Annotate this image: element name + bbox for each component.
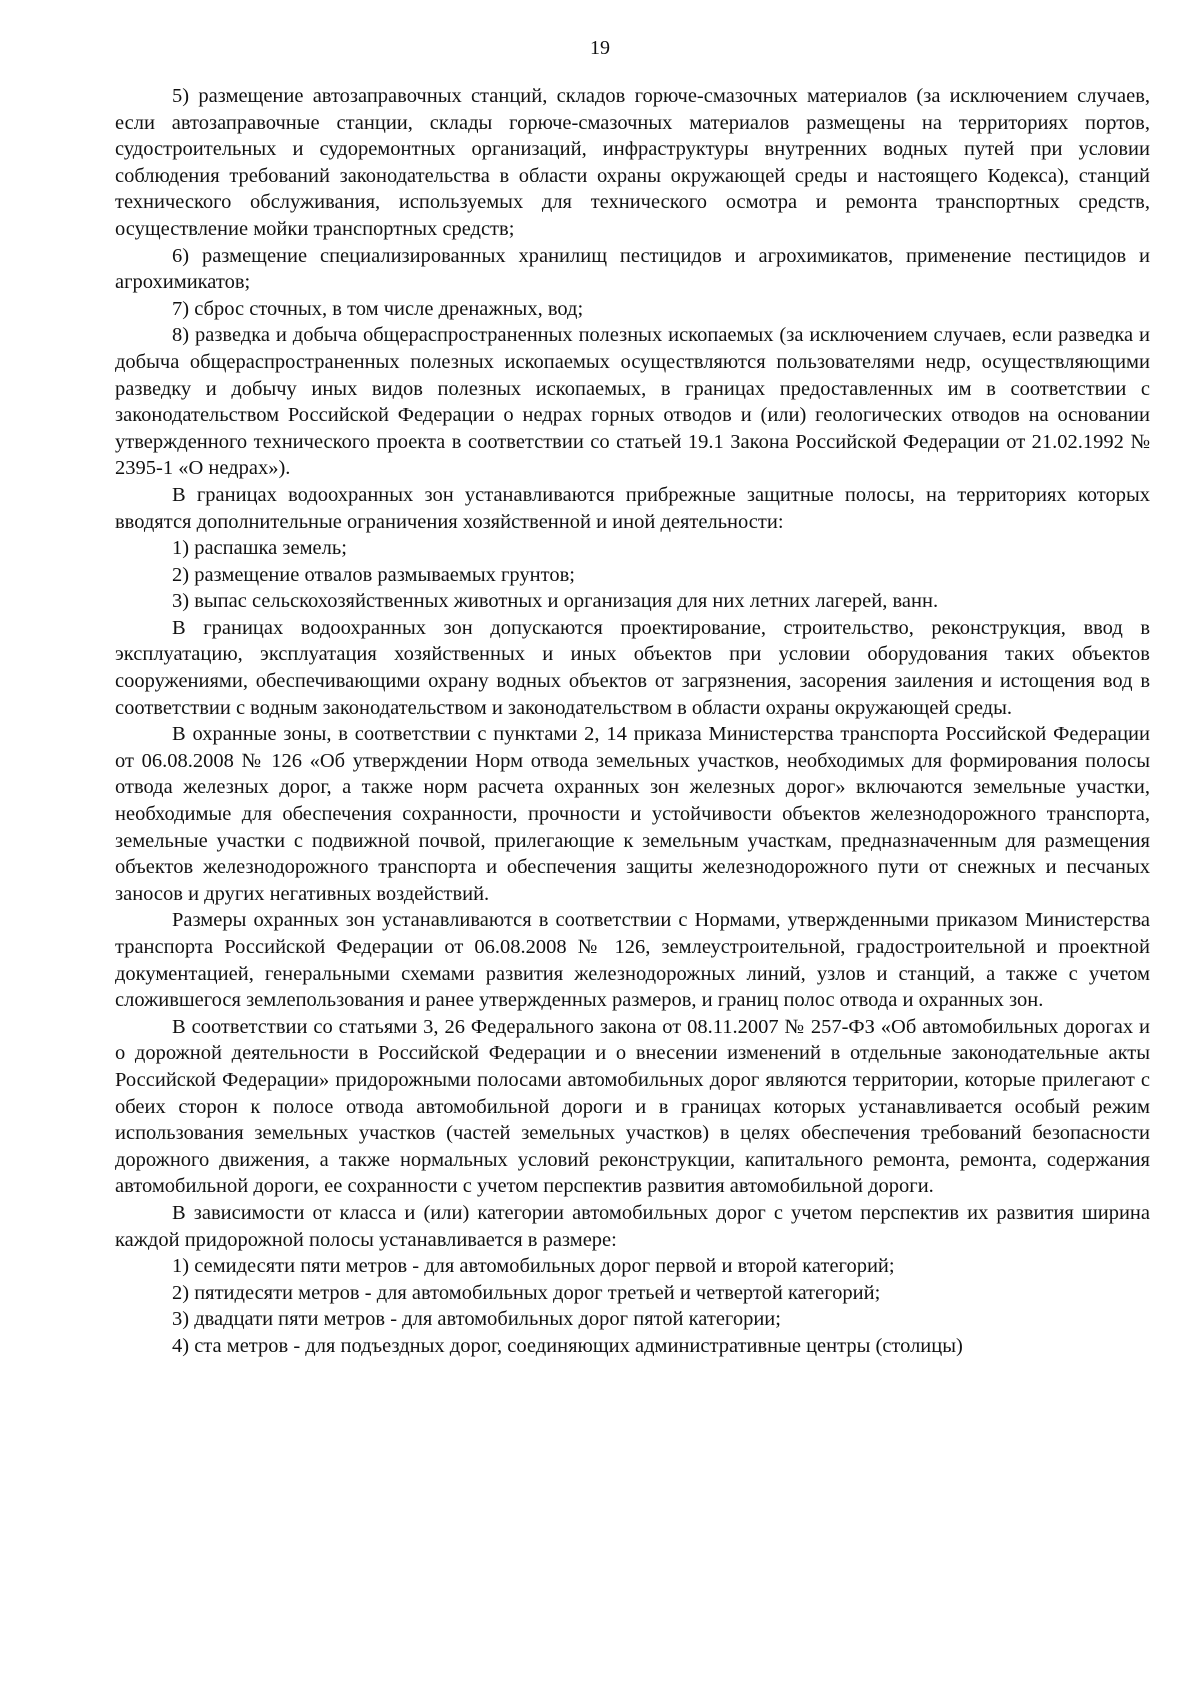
paragraph-strip-width: В зависимости от класса и (или) категории автомобильных дорог с учетом перспектив их развития ширина каждой придорожной полосы устанавливается в размере: [115,1201,1150,1251]
paragraph-item-3-grazing: 3) выпас сельскохозяйственных животных и организация для них летних лагерей, ванн. [172,590,939,613]
paragraph-item-6-pesticides: 6) размещение специализированных хранилищ пестицидов и агрохимикатов, применение пестицидов и агрохимикатов; [115,244,1150,294]
paragraph-width-item-4: 4) ста метров - для подъездных дорог, соединяющих административные центры (столицы) [172,1334,963,1357]
paragraph-item-5-fuel-stations: 5) размещение автозаправочных станций, складов горюче-смазочных материалов (за исключением случаев, если автозаправочные станции, склады горюче-смазочных материалов размещены на территориях портов, судостроительных и судоремонтных организаций, инфраструктуры внутренних водных путей при условии соблюдения требований законодательства в области охраны окружающей среды и настоящего Кодекса), станций технического обслуживания, используемых для технического осмотра и ремонта транспортных средств, осуществление мойки транспортных средств; [115,85,1150,240]
paragraph-allowed-construction: В границах водоохранных зон допускаются проектирование, строительство, реконструкция, ввод в эксплуатацию, эксплуатация хозяйственных и иных объектов при условии оборудования таких объектов сооружениями, обеспечивающими охрану водных объектов от загрязнения, засорения заиления и истощения вод в соответствии с водным законодательством и законодательством в области охраны окружающей среды. [115,616,1150,719]
paragraph-item-1-plowing: 1) распашка земель; [172,537,347,560]
paragraph-zone-sizes: Размеры охранных зон устанавливаются в соответствии с Нормами, утвержденными приказом Министерства транспорта Российской Федерации от 06.08.2008 № 126, землеустроительной, градостроительной и проектной документацией, генеральными схемами развития железнодорожных линий, узлов и станций, а также с учетом сложившегося землепользования и ранее утвержденных размеров, и границ полос отвода и охранных зон. [115,909,1150,1012]
paragraph-width-item-1: 1) семидесяти пяти метров - для автомобильных дорог первой и второй категорий; [172,1255,895,1278]
paragraph-width-item-3: 3) двадцати пяти метров - для автомобильных дорог пятой категории; [172,1308,781,1331]
paragraph-roadside-strips: В соответствии со статьями 3, 26 Федерального закона от 08.11.2007 № 257-ФЗ «Об автомобильных дорогах и о дорожной деятельности в Российской Федерации и о внесении изменений в отдельные законодательные акты Российской Федерации» придорожными полосами автомобильных дорог являются территории, которые прилегают с обеих сторон к полосе отвода автомобильной дороги и в границах которых устанавливается особый режим использования земельных участков (частей земельных участков) в целях обеспечения требований безопасности дорожного движения, а также нормальных условий реконструкции, капитального ремонта, ремонта, содержания автомобильной дороги, ее сохранности с учетом перспектив развития автомобильной дороги. [115,1015,1150,1198]
paragraph-item-2-dumps: 2) размещение отвалов размываемых грунтов; [172,563,575,586]
paragraph-width-item-2: 2) пятидесяти метров - для автомобильных дорог третьей и четвертой категорий; [172,1281,881,1304]
document-body [115,83,1150,1360]
paragraph-coastal-strips: В границах водоохранных зон устанавливаются прибрежные защитные полосы, на территориях которых вводятся дополнительные ограничения хозяйственной и иной деятельности: [115,483,1150,533]
page-number: 19 [590,37,610,59]
paragraph-item-8-mining: 8) разведка и добыча общераспространенных полезных ископаемых (за исключением случаев, если разведка и добыча общераспространенных полезных ископаемых осуществляются пользователями недр, осуществляющими разведку и добычу иных видов полезных ископаемых, в границах предоставленных им в соответствии с законодательством Российской Федерации о недрах горных отводов и (или) геологических отводов на основании утвержденного технического проекта в соответствии со статьей 19.1 Закона Российской Федерации от 21.02.1992 № 2395-1 «О недрах»). [115,324,1150,480]
paragraph-railway-protection-zones: В охранные зоны, в соответствии с пунктами 2, 14 приказа Министерства транспорта Российской Федерации от 06.08.2008 № 126 «Об утверждении Норм отвода земельных участков, необходимых для формирования полосы отвода железных дорог, а также норм расчета охранных зон железных дорог» включаются земельные участки, необходимые для обеспечения сохранности, прочности и устойчивости объектов железнодорожного транспорта, земельные участки с подвижной почвой, прилегающие к земельным участкам, предназначенным для размещения объектов железнодорожного транспорта и обеспечения защиты железнодорожного пути от снежных и песчаных заносов и других негативных воздействий. [115,723,1150,905]
paragraph-item-7-wastewater: 7) сброс сточных, в том числе дренажных, вод; [172,297,584,320]
